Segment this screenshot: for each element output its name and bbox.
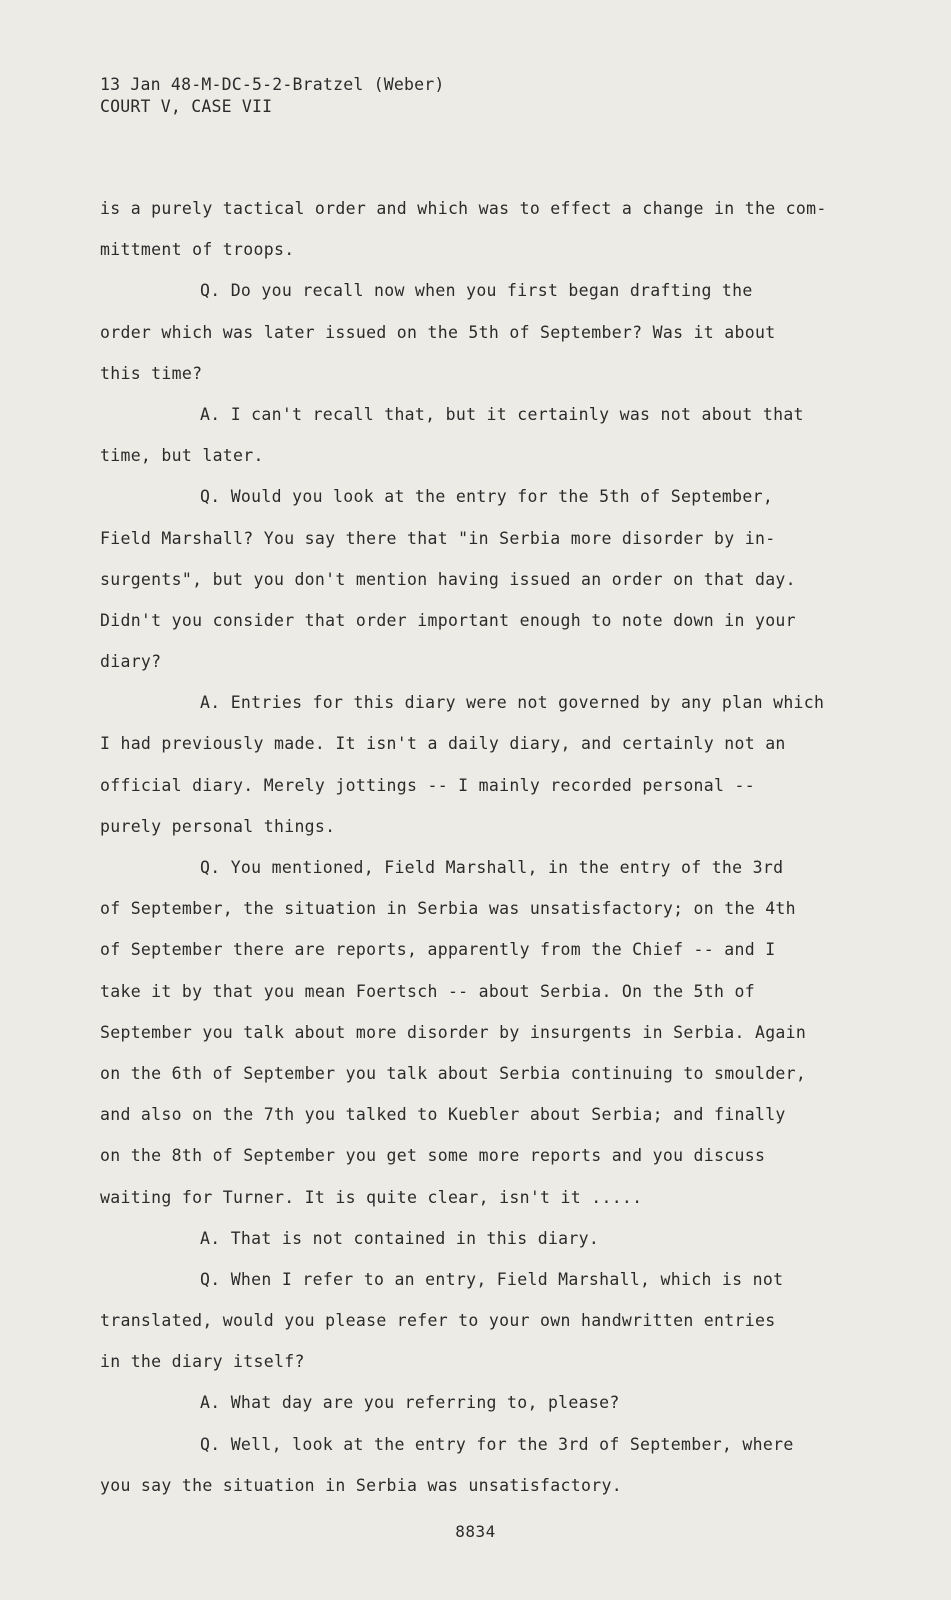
transcript-line: of September there are reports, apparently from the Chief -- and I bbox=[100, 940, 776, 960]
header-court-line: COURT V, CASE VII bbox=[100, 97, 273, 116]
transcript-line: order which was later issued on the 5th of September? Was it about bbox=[100, 322, 776, 342]
transcript-line: A. Entries for this diary were not governed by any plan which bbox=[200, 693, 825, 713]
transcript-line: time, but later. bbox=[100, 446, 264, 466]
page-number: 8834 bbox=[455, 1522, 496, 1541]
transcript-line: you say the situation in Serbia was unsatisfactory. bbox=[100, 1475, 622, 1495]
transcript-line: diary? bbox=[100, 652, 162, 672]
transcript-line: on the 6th of September you talk about Serbia continuing to smoulder, bbox=[100, 1063, 807, 1083]
transcript-line: Field Marshall? You say there that "in Serbia more disorder by in- bbox=[100, 528, 776, 548]
transcript-line: take it by that you mean Foertsch -- about Serbia. On the 5th of bbox=[100, 981, 755, 1001]
document-header bbox=[100, 74, 445, 118]
transcript-line: Didn't you consider that order important enough to note down in your bbox=[100, 610, 796, 630]
transcript-line: Q. Do you recall now when you first began drafting the bbox=[200, 281, 753, 301]
transcript-line: official diary. Merely jottings -- I mainly recorded personal -- bbox=[100, 775, 755, 795]
transcript-line: translated, would you please refer to your own handwritten entries bbox=[100, 1311, 776, 1331]
transcript-line: and also on the 7th you talked to Kuebler about Serbia; and finally bbox=[100, 1105, 786, 1125]
transcript-line: on the 8th of September you get some more reports and you discuss bbox=[100, 1146, 766, 1166]
transcript-line: Q. Well, look at the entry for the 3rd of September, where bbox=[200, 1434, 794, 1454]
transcript-body bbox=[100, 188, 840, 1506]
transcript-line: A. That is not contained in this diary. bbox=[200, 1228, 600, 1248]
header-reference-line: 13 Jan 48-M-DC-5-2-Bratzel (Weber) bbox=[100, 75, 445, 94]
transcript-line: this time? bbox=[100, 363, 203, 383]
transcript-line: Q. Would you look at the entry for the 5th of September, bbox=[200, 487, 774, 507]
transcript-line: September you talk about more disorder by insurgents in Serbia. Again bbox=[100, 1022, 807, 1042]
transcript-line: surgents", but you don't mention having issued an order on that day. bbox=[100, 569, 796, 589]
transcript-line: mittment of troops. bbox=[100, 240, 295, 260]
transcript-line: of September, the situation in Serbia was unsatisfactory; on the 4th bbox=[100, 899, 796, 919]
transcript-line: A. What day are you referring to, please? bbox=[200, 1393, 620, 1413]
transcript-line: is a purely tactical order and which was to effect a change in the com- bbox=[100, 199, 827, 218]
transcript-line: Q. When I refer to an entry, Field Marshall, which is not bbox=[200, 1269, 784, 1289]
transcript-line: purely personal things. bbox=[100, 816, 336, 836]
transcript-line: Q. You mentioned, Field Marshall, in the entry of the 3rd bbox=[200, 858, 784, 877]
transcript-line: A. I can't recall that, but it certainly was not about that bbox=[200, 404, 804, 424]
transcript-line: I had previously made. It isn't a daily diary, and certainly not an bbox=[100, 734, 786, 754]
transcript-line: in the diary itself? bbox=[100, 1352, 305, 1372]
transcript-line: waiting for Turner. It is quite clear, isn't it ..... bbox=[100, 1187, 643, 1207]
